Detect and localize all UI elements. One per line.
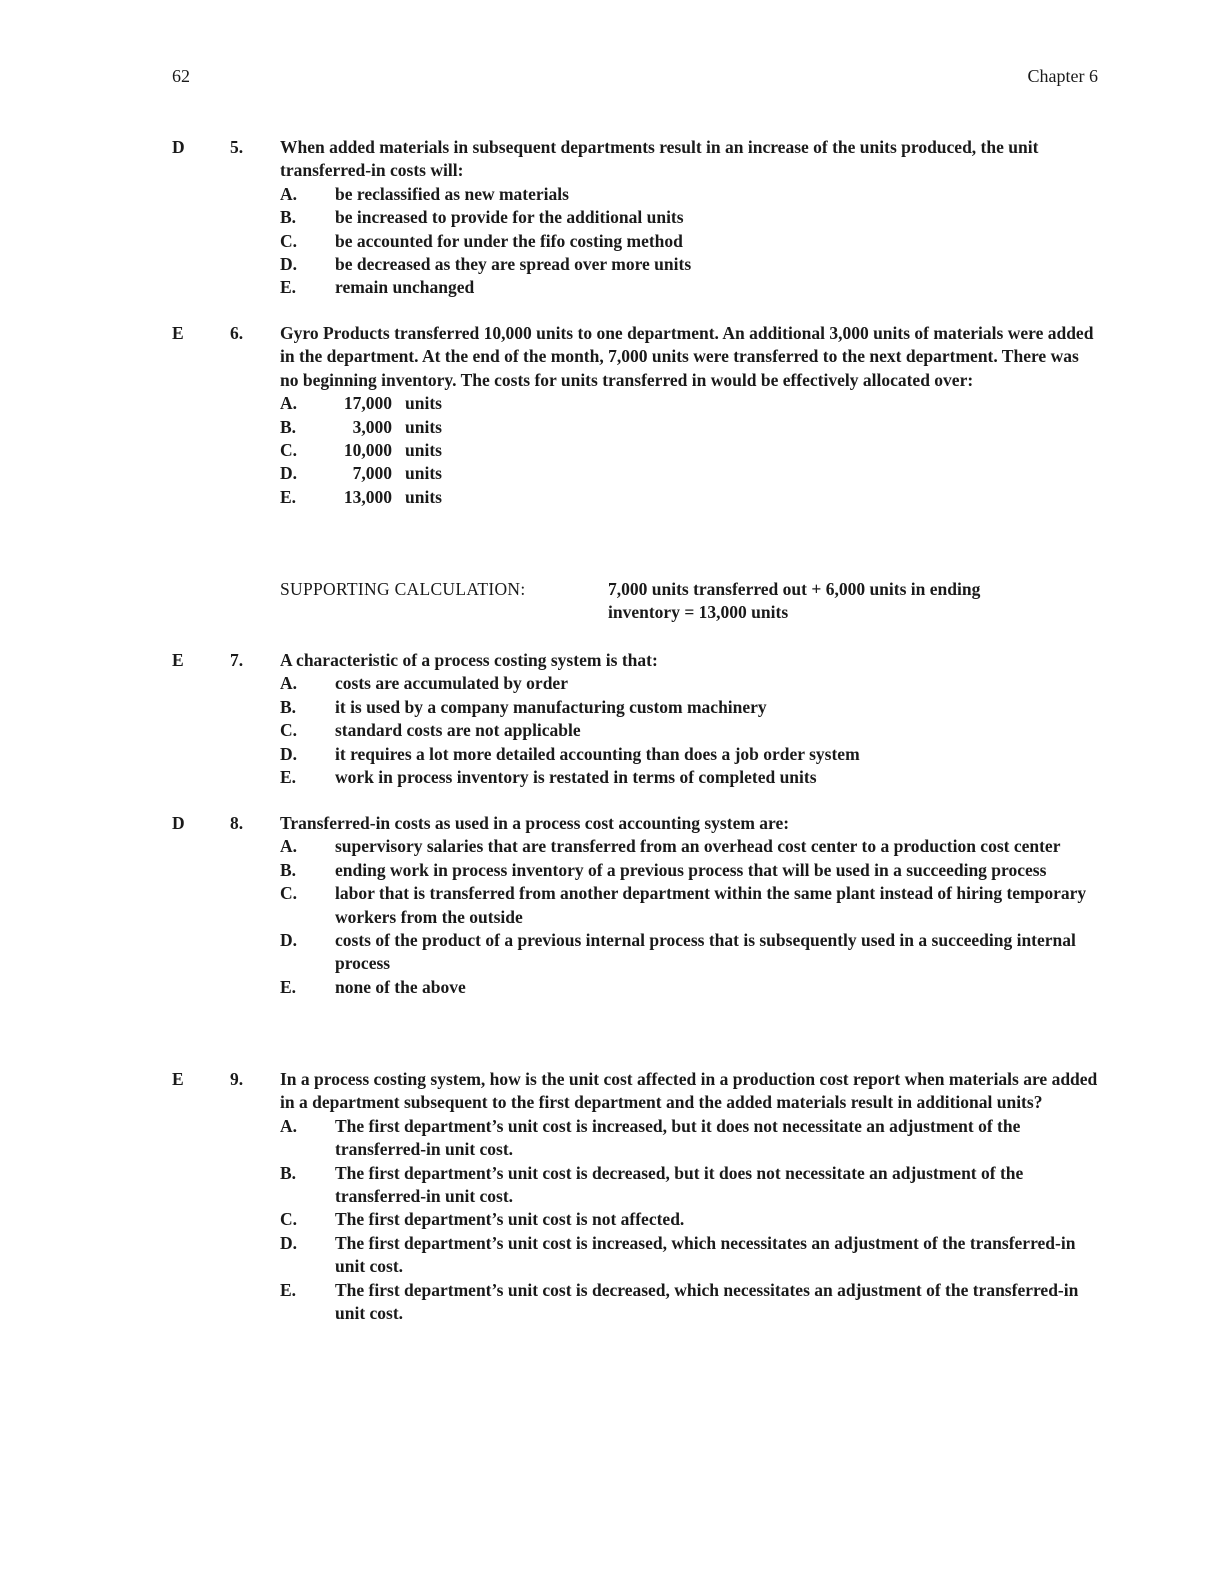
answer-key: D bbox=[172, 813, 185, 833]
answer-key: D bbox=[172, 137, 185, 157]
question-stem: Gyro Products transferred 10,000 units to one department. An additional 3,000 units of materials were added in the department. At the end of the month, 7,000 units were transferred to the next department. There was no beginning inventory. The costs for units transferred in would be effectively allocated over: bbox=[280, 323, 1094, 390]
option-text: remain unchanged bbox=[335, 277, 475, 298]
option-letter: B. bbox=[280, 207, 297, 228]
option-letter: E. bbox=[280, 976, 297, 997]
option-text: costs are accumulated by order bbox=[335, 673, 568, 694]
option-letter: C. bbox=[280, 440, 298, 460]
option-letter: E. bbox=[280, 486, 297, 507]
option-letter: A. bbox=[280, 1115, 298, 1136]
option-letter: A. bbox=[280, 393, 298, 414]
option-c bbox=[280, 439, 1100, 462]
option-c bbox=[280, 230, 1100, 253]
option-text: labor that is transferred from another department within the same plant instead of hiring temporary workers from the outside bbox=[335, 883, 1087, 927]
option-amount: 10,000 bbox=[343, 440, 392, 460]
option-e bbox=[280, 486, 1100, 509]
option-letter: D. bbox=[280, 463, 298, 484]
option-text: be increased to provide for the additional units bbox=[335, 207, 684, 228]
question-stem: Transferred-in costs as used in a process cost accounting system are: bbox=[280, 813, 790, 833]
option-letter: E. bbox=[280, 767, 297, 788]
option-unit: units bbox=[405, 440, 442, 460]
option-unit: units bbox=[405, 416, 442, 437]
option-text: none of the above bbox=[335, 976, 466, 997]
option-text: be reclassified as new materials bbox=[335, 183, 569, 204]
option-b bbox=[280, 206, 1100, 229]
option-e bbox=[280, 976, 1100, 999]
option-unit: units bbox=[405, 463, 442, 484]
option-e bbox=[280, 276, 1100, 299]
option-letter: A. bbox=[280, 836, 298, 857]
option-d bbox=[280, 462, 1100, 485]
question-stem: When added materials in subsequent departments result in an increase of the units produced, the unit transferred-in costs will: bbox=[280, 137, 1039, 181]
option-unit: units bbox=[405, 486, 442, 507]
option-c bbox=[280, 882, 1100, 929]
page-number: 62 bbox=[172, 66, 190, 86]
answer-key: E bbox=[172, 1069, 184, 1089]
option-letter: C. bbox=[280, 230, 298, 251]
question-number: 6. bbox=[230, 323, 244, 343]
option-text: The first department’s unit cost is decreased, which necessitates an adjustment of the transferred-in unit cost. bbox=[335, 1279, 1079, 1324]
option-text: it is used by a company manufacturing custom machinery bbox=[335, 696, 767, 717]
option-text: supervisory salaries that are transferred from an overhead cost center to a production cost center bbox=[335, 836, 1061, 857]
answer-key: E bbox=[172, 323, 184, 343]
option-e bbox=[280, 1279, 1100, 1326]
question-number: 5. bbox=[230, 137, 244, 157]
option-d bbox=[280, 1232, 1100, 1279]
chapter-label: Chapter 6 bbox=[1027, 66, 1098, 86]
option-c bbox=[280, 1208, 1100, 1231]
option-text: costs of the product of a previous internal process that is subsequently used in a succeeding internal process bbox=[335, 930, 1076, 974]
option-b bbox=[280, 696, 1100, 719]
option-e bbox=[280, 766, 1100, 789]
option-text: ending work in process inventory of a previous process that will be used in a succeeding process bbox=[335, 859, 1047, 880]
option-text: The first department’s unit cost is increased, which necessitates an adjustment of the transferred-in unit cost. bbox=[335, 1232, 1076, 1277]
option-text: be accounted for under the fifo costing method bbox=[335, 230, 683, 251]
option-d bbox=[280, 929, 1100, 976]
option-d bbox=[280, 253, 1100, 276]
option-letter: D. bbox=[280, 254, 298, 275]
option-text: The first department’s unit cost is not affected. bbox=[335, 1209, 685, 1230]
option-letter: D. bbox=[280, 1232, 298, 1253]
option-letter: A. bbox=[280, 673, 298, 694]
option-letter: B. bbox=[280, 696, 297, 717]
option-letter: E. bbox=[280, 277, 297, 298]
supporting-calculation-label: SUPPORTING CALCULATION: bbox=[280, 579, 526, 599]
option-text: be decreased as they are spread over more units bbox=[335, 254, 692, 275]
question-stem: A characteristic of a process costing system is that: bbox=[280, 650, 658, 670]
option-a bbox=[280, 1115, 1100, 1162]
option-letter: B. bbox=[280, 416, 297, 437]
option-amount: 7,000 bbox=[352, 463, 392, 484]
option-text: The first department’s unit cost is decreased, but it does not necessitate an adjustment of the transferred-in unit cost. bbox=[335, 1162, 1024, 1207]
option-b bbox=[280, 416, 1100, 439]
supporting-calculation-text: 7,000 units transferred out + 6,000 units in ending inventory = 13,000 units bbox=[608, 579, 981, 623]
option-a bbox=[280, 392, 1100, 415]
option-letter: B. bbox=[280, 1162, 297, 1183]
page-header bbox=[172, 66, 1098, 90]
option-amount: 17,000 bbox=[343, 393, 392, 414]
option-a bbox=[280, 672, 1100, 695]
option-letter: B. bbox=[280, 859, 297, 880]
option-letter: D. bbox=[280, 743, 298, 764]
option-c bbox=[280, 719, 1100, 742]
answer-key: E bbox=[172, 650, 184, 670]
option-amount: 3,000 bbox=[352, 416, 392, 437]
option-letter: C. bbox=[280, 720, 298, 741]
option-b bbox=[280, 1162, 1100, 1209]
option-letter: E. bbox=[280, 1279, 297, 1300]
option-b bbox=[280, 859, 1100, 882]
option-letter: C. bbox=[280, 1209, 298, 1230]
option-letter: A. bbox=[280, 183, 298, 204]
option-letter: C. bbox=[280, 883, 298, 904]
question-number: 9. bbox=[230, 1069, 244, 1089]
option-text: standard costs are not applicable bbox=[335, 720, 581, 741]
option-a bbox=[280, 835, 1100, 858]
question-stem: In a process costing system, how is the unit cost affected in a production cost report when materials are added in a department subsequent to the first department and the added materials result in additional units? bbox=[280, 1069, 1098, 1113]
option-text: it requires a lot more detailed accounting than does a job order system bbox=[335, 743, 860, 764]
option-d bbox=[280, 743, 1100, 766]
option-unit: units bbox=[405, 393, 442, 414]
option-text: work in process inventory is restated in terms of completed units bbox=[335, 767, 817, 788]
option-letter: D. bbox=[280, 930, 298, 951]
option-amount: 13,000 bbox=[343, 486, 392, 507]
question-number: 7. bbox=[230, 650, 244, 670]
question-number: 8. bbox=[230, 813, 244, 833]
option-text: The first department’s unit cost is increased, but it does not necessitate an adjustment of the transferred-in unit cost. bbox=[335, 1115, 1021, 1160]
option-a bbox=[280, 183, 1100, 206]
